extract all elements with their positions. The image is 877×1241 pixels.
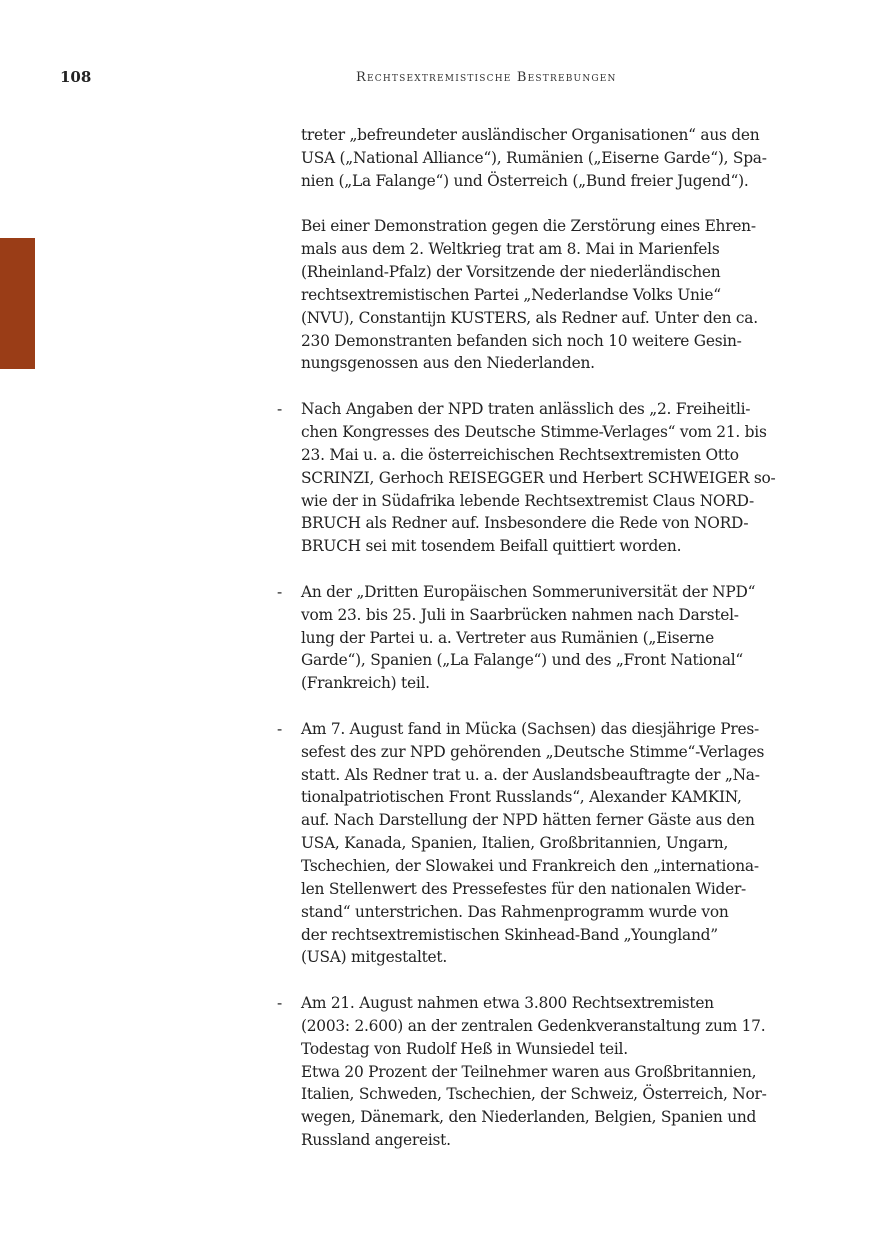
text-line: statt. Als Redner trat u. a. der Auslandsbeauftragte der „Na-	[301, 765, 760, 784]
text-line: SCRINZI, Gerhoch REISEGGER und Herbert SCHWEIGER so-	[301, 468, 776, 487]
bullet-list-item	[277, 398, 791, 558]
text-line: 23. Mai u. a. die österreichischen Rechtsextremisten Otto	[301, 445, 739, 464]
bullet-list-item	[277, 581, 791, 695]
text-line: USA, Kanada, Spanien, Italien, Großbritannien, Ungarn,	[301, 834, 729, 853]
text-line: An der „Dritten Europäischen Sommeruniversität der NPD“	[301, 582, 756, 601]
text-line: Garde“), Spanien („La Falange“) und des „Front National“	[301, 651, 744, 670]
bullet-dash: -	[277, 582, 282, 601]
text-line: Am 7. August fand in Mücka (Sachsen) das diesjährige Pres-	[301, 719, 759, 738]
text-line: Tschechien, der Slowakei und Frankreich den „internationa-	[301, 857, 759, 875]
bullet-list-item	[277, 992, 791, 1152]
text-line: 230 Demonstranten befanden sich noch 10 weitere Gesin-	[301, 331, 742, 350]
chapter-side-tab	[0, 238, 35, 369]
text-line: nien („La Falange“) und Österreich („Bund freier Jugend“).	[301, 171, 749, 190]
text-line: sefest des zur NPD gehörenden „Deutsche Stimme“-Verlages	[301, 742, 765, 761]
text-line: tionalpatriotischen Front Russlands“, Alexander KAMKIN,	[301, 788, 742, 807]
text-line: (NVU), Constantijn KUSTERS, als Redner auf. Unter den ca.	[301, 308, 758, 327]
text-line: Todestag von Rudolf Heß in Wunsiedel teil.	[301, 1039, 628, 1058]
text-line: lung der Partei u. a. Vertreter aus Rumänien („Eiserne	[301, 628, 714, 647]
text-line: (Rheinland-Pfalz) der Vorsitzende der niederländischen	[301, 263, 721, 282]
text-line: vom 23. bis 25. Juli in Saarbrücken nahmen nach Darstel-	[301, 605, 739, 624]
text-line: auf. Nach Darstellung der NPD hätten ferner Gäste aus den	[301, 811, 755, 830]
running-title: Rechtsextremistische Bestrebungen	[356, 70, 617, 85]
text-line: mals aus dem 2. Weltkrieg trat am 8. Mai in Marienfels	[301, 240, 720, 259]
text-line: USA („National Alliance“), Rumänien („Eiserne Garde“), Spa-	[301, 148, 767, 167]
text-line: (2003: 2.600) an der zentralen Gedenkveranstaltung zum 17.	[301, 1016, 766, 1035]
bullet-dash: -	[277, 994, 282, 1013]
text-line: nungsgenossen aus den Niederlanden.	[301, 354, 595, 373]
text-line: stand“ unterstrichen. Das Rahmenprogramm wurde von	[301, 902, 729, 921]
page-number: 108	[60, 68, 92, 86]
text-line: treter „befreundeter ausländischer Organisationen“ aus den	[301, 126, 760, 144]
paragraph	[301, 215, 791, 375]
body-text-column	[277, 124, 791, 1175]
text-line: Etwa 20 Prozent der Teilnehmer waren aus Großbritannien,	[301, 1062, 757, 1081]
text-line: (USA) mitgestaltet.	[301, 948, 447, 967]
text-line: rechtsextremistischen Partei „Nederlandse Volks Unie“	[301, 285, 721, 304]
bullet-dash: -	[277, 400, 282, 419]
bullet-dash: -	[277, 719, 282, 738]
text-line: der rechtsextremistischen Skinhead-Band „Youngland”	[301, 925, 718, 944]
text-line: BRUCH sei mit tosendem Beifall quittiert worden.	[301, 537, 682, 556]
text-line: chen Kongresses des Deutsche Stimme-Verlages“ vom 21. bis	[301, 422, 767, 441]
text-line: wegen, Dänemark, den Niederlanden, Belgien, Spanien und	[301, 1108, 757, 1127]
text-line: len Stellenwert des Pressefestes für den nationalen Wider-	[301, 879, 747, 898]
text-line: BRUCH als Redner auf. Insbesondere die Rede von NORD-	[301, 514, 749, 533]
bullet-list-item	[277, 718, 791, 969]
text-line: wie der in Südafrika lebende Rechtsextremist Claus NORD-	[301, 491, 754, 510]
text-line: (Frankreich) teil.	[301, 674, 430, 693]
text-line: Russland angereist.	[301, 1131, 451, 1150]
text-line: Italien, Schweden, Tschechien, der Schweiz, Österreich, Nor-	[301, 1085, 767, 1104]
text-line: Nach Angaben der NPD traten anlässlich des „2. Freiheitli-	[301, 400, 751, 419]
text-line: Bei einer Demonstration gegen die Zerstörung eines Ehren-	[301, 217, 756, 236]
paragraph	[301, 124, 791, 193]
text-line: Am 21. August nahmen etwa 3.800 Rechtsextremisten	[301, 994, 714, 1013]
